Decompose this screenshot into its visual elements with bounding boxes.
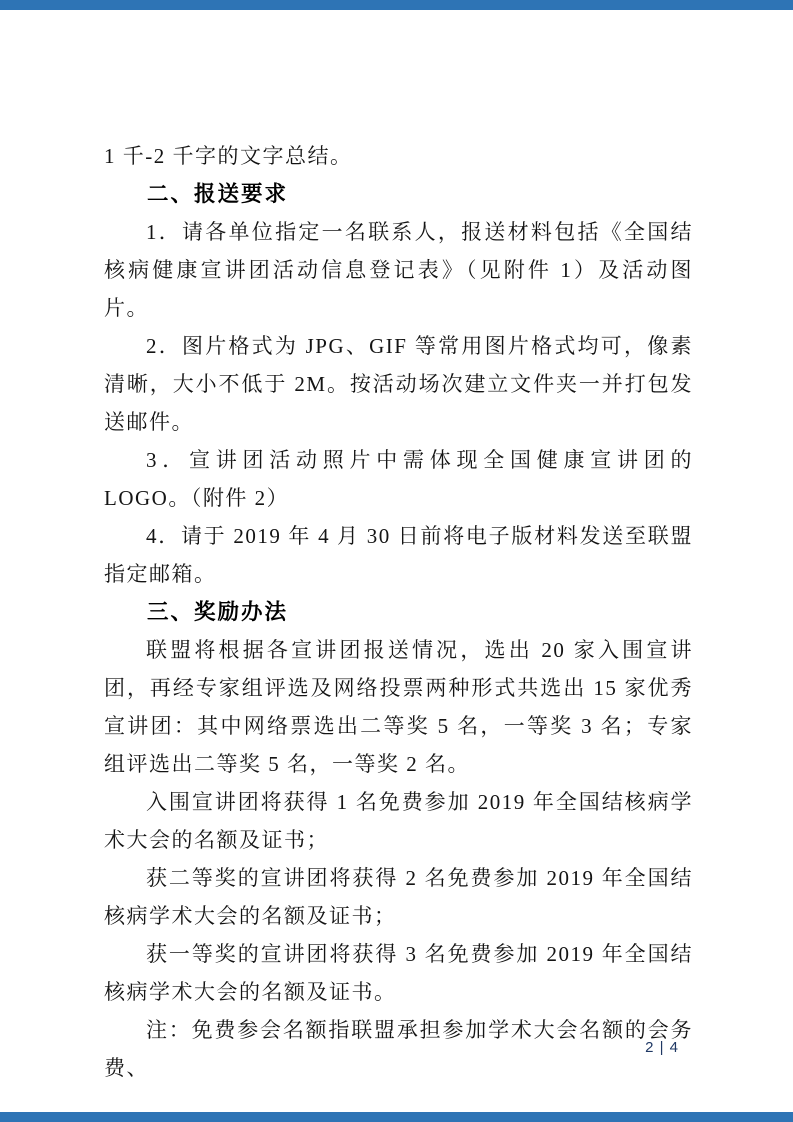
paragraph: 1．请各单位指定一名联系人，报送材料包括《全国结核病健康宣讲团活动信息登记表》（见附件 1）及活动图片。 [104, 220, 693, 320]
paragraph: 1 千-2 千字的文字总结。 [104, 144, 353, 168]
paragraph: 获一等奖的宣讲团将获得 3 名免费参加 2019 年全国结核病学术大会的名额及证书。 [104, 942, 693, 1004]
section-heading: 二、报送要求 [147, 182, 289, 206]
document-body [104, 137, 693, 1087]
paragraph: 注：免费参会名额指联盟承担参加学术大会名额的会务费、 [104, 1018, 693, 1080]
paragraph: 获二等奖的宣讲团将获得 2 名免费参加 2019 年全国结核病学术大会的名额及证书； [104, 866, 693, 928]
paragraph: 联盟将根据各宣讲团报送情况，选出 20 家入围宣讲团，再经专家组评选及网络投票两种形式共选出 15 家优秀宣讲团：其中网络票选出二等奖 5 名，一等奖 3 名；专家组评选出二等奖 5 名，一等奖 2 名。 [104, 638, 693, 776]
top-border-bar [0, 0, 793, 10]
section-heading: 三、奖励办法 [147, 600, 289, 624]
paragraph: 3．宣讲团活动照片中需体现全国健康宣讲团的 LOGO。（附件 2） [104, 448, 693, 510]
page-number: 2 | 4 [645, 1039, 679, 1056]
bottom-border-bar [0, 1112, 793, 1122]
paragraph: 4．请于 2019 年 4 月 30 日前将电子版材料发送至联盟指定邮箱。 [104, 524, 693, 586]
paragraph: 入围宣讲团将获得 1 名免费参加 2019 年全国结核病学术大会的名额及证书； [104, 790, 693, 852]
paragraph: 2．图片格式为 JPG、GIF 等常用图片格式均可，像素清晰，大小不低于 2M。按活动场次建立文件夹一并打包发送邮件。 [104, 334, 693, 434]
